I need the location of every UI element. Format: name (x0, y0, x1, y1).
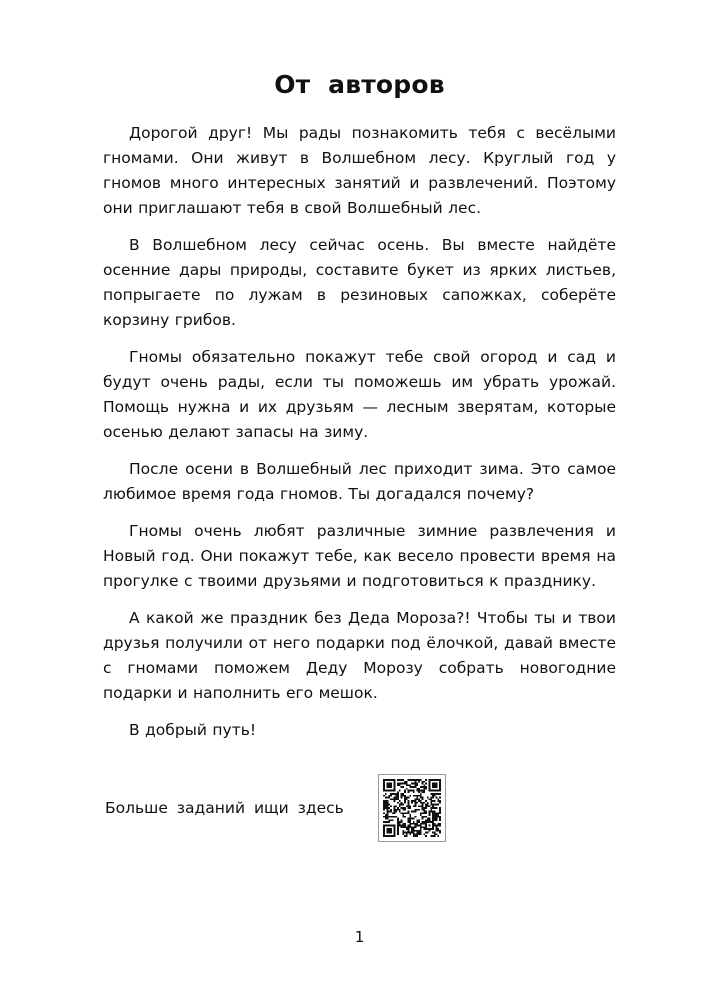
paragraph-2: В Волшебном лесу сейчас осень. Вы вместе найдёте осенние дары природы, составите букет из ярких листьев, попрыгаете по лужам в резиновых сапожках, соберёте корзину грибов. (103, 236, 616, 329)
paragraph-1: Дорогой друг! Мы рады познакомить тебя с весёлыми гномами. Они живут в Волшебном лесу. Круглый год у гномов много интересных занятий и развлечений. Поэтому они приглашают тебя в свой Волшебный лес. (103, 124, 616, 217)
paragraph-7: В добрый путь! (129, 721, 257, 739)
qr-caption: Больше заданий ищи здесь (105, 798, 344, 817)
page-title: От авторов (274, 70, 445, 99)
qr-code-icon[interactable] (378, 774, 446, 842)
page-content (103, 70, 616, 847)
paragraph-6: А какой же праздник без Деда Мороза?! Чтобы ты и твои друзья получили от него подарки под ёлочкой, давай вместе с гномами поможем Деду Морозу собрать новогодние подарки и наполнить его мешок. (103, 609, 616, 702)
paragraph-5: Гномы очень любят различные зимние развлечения и Новый год. Они покажут тебе, как весело провести время на прогулке с твоими друзьями и подготовиться к празднику. (103, 522, 616, 590)
paragraph-3: Гномы обязательно покажут тебе свой огород и сад и будут очень рады, если ты поможешь им убрать урожай. Помощь нужна и их друзьям — лесным зверятам, которые осенью делают запасы на зиму. (103, 348, 616, 441)
page-number: 1 (354, 928, 365, 946)
paragraph-4: После осени в Волшебный лес приходит зима. Это самое любимое время года гномов. Ты догадался почему? (103, 460, 616, 503)
qr-section (103, 769, 616, 847)
